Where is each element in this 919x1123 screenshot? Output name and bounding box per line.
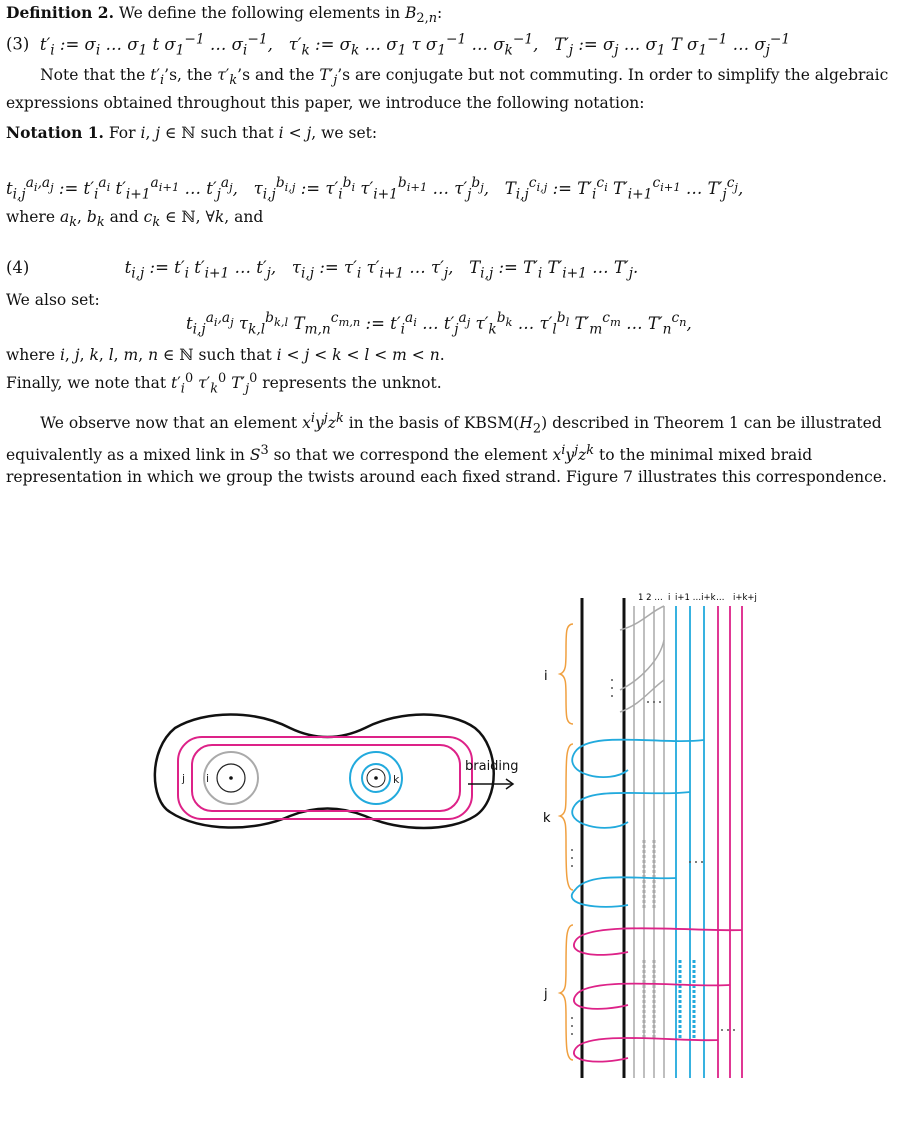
definition-text: We define the following elements in $B_{2,n}$: <box>118 4 443 27</box>
twist-label-i: i <box>206 772 210 785</box>
definition-2 <box>6 2 911 30</box>
notation-equation-1: $t_{i,j}^{a_i,a_j}$ := $t'_i^{a_i}$ $t'_{i+1}^{a_{i+1}}$ … $t'_j^{a_j}$, $\tau_{i,j}^{b_{i,j}}$ := $\tau'_i^{b_i}$ $\tau'_{i+1}^{b_{i+1}}$ … $\tau'_j^{b_j}$, $T_{i,j}^{c_{i,j}}$ := $T'_i^{c_i}$ $T'_{i+1}^{c_{i+1}}$ … $T'_j^{c_j}$, <box>6 175 744 202</box>
figure-7 <box>0 555 919 1119</box>
observe-paragraph: We observe now that an element $x^iy^jz^k$ in the basis of $KBSM(H_2)$ described in Theorem 1 can be illustrated equivalently as a mixed link in $S^3$ so that we correspond the element $x^iy^jz^k$ to the minimal mixed braid representation in which we group the twists around each fixed strand. Figure 7 illustrates this correspondence. <box>6 411 887 487</box>
braiding-arrow <box>465 759 519 789</box>
twist-label-j: j <box>182 772 186 785</box>
notation-text: For i, j ∈ ℕ such that i < j, we set: <box>108 124 378 142</box>
top-label-i1-ik: i+1 …i+k <box>675 593 716 603</box>
notation-equation-3: $t_{i,j}^{a_i,a_j}$ $\tau_{k,l}^{b_{k,l}}$ $T_{m,n}^{c_{m,n}}$ := $t'_i^{a_i}$ … $t'_j^{a_j}$ $\tau'_k^{b_k}$ … $\tau'_l^{b_l}$ $T'_m^{c_m}$ … $T'_n^{c_n}$, <box>186 310 692 337</box>
definition-label: Definition 2. <box>6 3 114 22</box>
finally-line: Finally, we note that $t'_i^0$ $\tau'_k^0$ $T'_j^0$ represents the unknot. <box>6 371 442 397</box>
equation-body: $t'_i$ := $\sigma_i$ … $\sigma_1$ t $\sigma_1^{-1}$ … $\sigma_i^{-1}$, $\tau'_k$ := $\sigma_k$ … $\sigma_1$ τ $\sigma_1^{-1}$ … $\sigma_k^{-1}$, $T'_j$ := $\sigma_j$ … $\sigma_1$ T $\sigma_1^{-1}$ … $\sigma_j^{-1}$ <box>39 31 791 58</box>
mixed-braid <box>543 593 757 1078</box>
also-line: We also set: <box>6 291 100 309</box>
brace-label-i: i <box>544 669 548 684</box>
where-line-2: where i, j, k, l, m, n ∈ ℕ such that i < j < k < l < m < n. <box>6 346 445 364</box>
equation-number: (3) <box>6 34 30 54</box>
top-label-i: i <box>668 593 671 603</box>
brace-label-k: k <box>543 811 551 826</box>
brace-label-j: j <box>544 987 548 1002</box>
top-label-1-2: 1 2 … <box>638 593 663 603</box>
equation-3 <box>6 31 790 58</box>
notation-1 <box>6 122 911 144</box>
where-line-1: where $a_k$, $b_k$ and $c_k$ ∈ ℕ, ∀k, and <box>6 208 264 231</box>
notation-label: Notation 1. <box>6 123 104 142</box>
handlebody-diagram <box>155 715 494 829</box>
note-paragraph: Note that the $t'_i’s$, the $\tau'_k’s$ and the $T'_j’s$ are conjugate but not commuting. In order to simplify the algebraic expressions obtained throughout this paper, we introduce the following notation: <box>6 66 889 113</box>
twist-label-k: k <box>393 773 400 786</box>
figure-svg <box>0 555 919 1119</box>
top-label-dots: … <box>716 593 725 603</box>
top-label-ikj: i+k+j <box>733 593 757 603</box>
equation-number-4: (4) <box>6 258 30 277</box>
equation-4: (4) $t_{i,j}$ := $t'_i$ $t'_{i+1}$ … $t'_j$, $\tau_{i,j}$ := $\tau'_i$ $\tau'_{i+1}$ … $\tau'_j$, $T_{i,j}$ := $T'_i$ $T'_{i+1}$ … $T'_j$. <box>6 258 639 282</box>
braiding-label: braiding <box>465 759 519 774</box>
